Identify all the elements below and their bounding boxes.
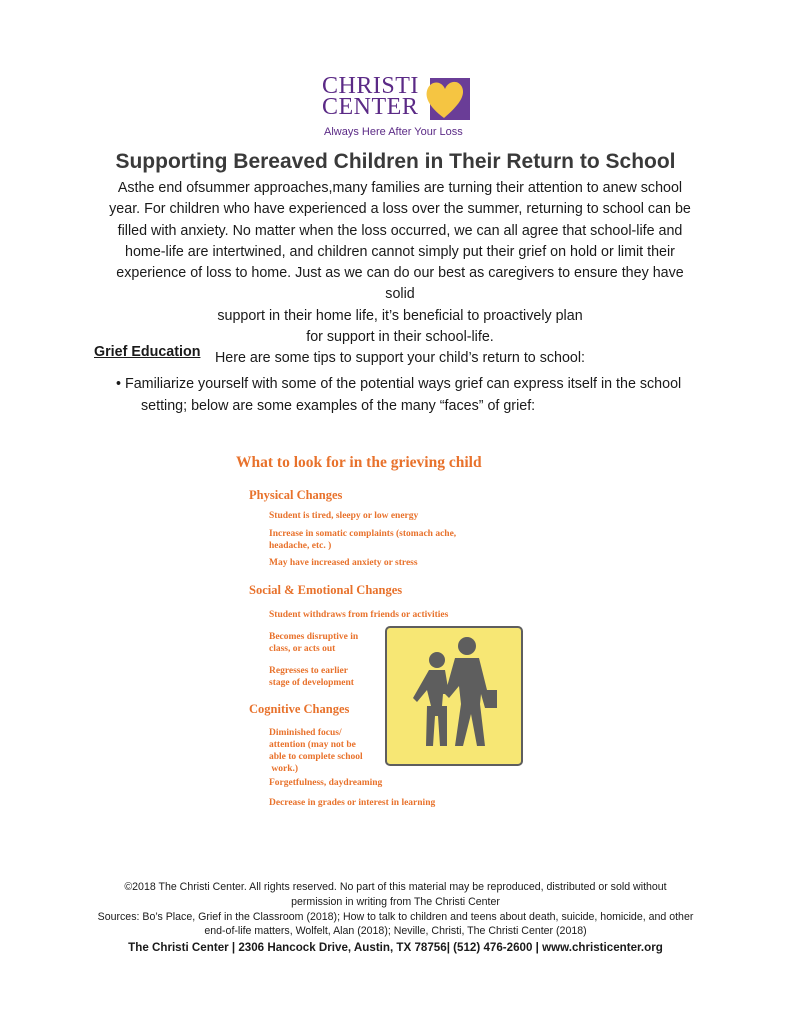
figure-item: Forgetfulness, daydreaming — [269, 778, 383, 788]
school-crossing-children-icon — [387, 628, 521, 764]
intro-line: for support in their school-life. — [306, 329, 494, 346]
page-footer — [0, 880, 791, 956]
figure-item: class, or acts out — [269, 644, 336, 654]
section-heading: Grief Education — [94, 344, 201, 360]
intro-paragraph — [100, 178, 700, 370]
figure-item: Student is tired, sleepy or low energy — [269, 511, 419, 521]
figure-item: Student withdraws from friends or activities — [269, 610, 449, 620]
christi-center-logo — [320, 73, 480, 140]
sources-line: Sources: Bo’s Place, Grief in the Classroom (2018); How to talk to children and teens about death, suicide, homicide, and other — [97, 910, 694, 923]
figure-item: Decrease in grades or interest in learning — [269, 798, 436, 808]
physical-changes-heading: Physical Changes — [249, 488, 343, 502]
intro-line: Asthe end ofsummer approaches,many families are turning their attention to anew school — [117, 180, 683, 196]
intro-line: support in their home life, it’s beneficial to proactively plan — [217, 307, 583, 324]
figure-item: May have increased anxiety or stress — [269, 558, 418, 568]
contact-line: The Christi Center | 2306 Hancock Drive, Austin, TX 78756| (512) 476-2600 | www.christicenter.org — [128, 941, 663, 955]
intro-line: home-life are intertwined, and children cannot simply put their grief on hold or limit their — [125, 243, 675, 260]
intro-line: filled with anxiety. No matter when the loss occurred, we can all agree that school-life and — [117, 222, 683, 239]
bullet-line: • Familiarize yourself with some of the potential ways grief can express itself in the school — [116, 376, 682, 392]
logo-line-2: CENTER — [322, 94, 419, 120]
figure-item: stage of development — [269, 678, 354, 688]
figure-item: Regresses to earlier — [269, 666, 348, 676]
intro-line: experience of loss to home. Just as we can do our best as caregivers to ensure they have solid — [116, 265, 684, 303]
intro-line: year. For children who have experienced a loss over the summer, returning to school can be — [109, 201, 691, 218]
sources-line: end-of-life matters, Wolfelt, Alan (2018); Neville, Christi, The Christi Center (2018) — [204, 925, 587, 938]
school-crossing-sign — [385, 626, 523, 766]
figure-item: headache, etc. ) — [269, 541, 332, 551]
figure-item: Increase in somatic complaints (stomach ache, — [269, 529, 457, 539]
intro-line: Here are some tips to support your child’s return to school: — [214, 350, 586, 367]
figure-title: What to look for in the grieving child — [236, 454, 482, 471]
figure-item: Becomes disruptive in — [269, 632, 359, 642]
figure-item: able to complete school — [269, 752, 363, 762]
social-emotional-heading: Social & Emotional Changes — [249, 583, 403, 597]
copyright-line: permission in writing from The Christi Center — [291, 895, 500, 908]
figure-item: attention (may not be — [269, 740, 356, 750]
heart-logo-icon — [424, 78, 474, 122]
figure-item: work.) — [269, 764, 299, 774]
copyright-line: ©2018 The Christi Center. All rights reserved. No part of this material may be reproduced, distributed or sold without — [124, 881, 667, 893]
figure-item: Diminished focus/ — [269, 728, 342, 738]
cognitive-changes-heading: Cognitive Changes — [249, 702, 350, 716]
logo-tagline: Always Here After Your Loss — [324, 126, 463, 138]
logo-line-1: CHRISTI — [322, 73, 419, 99]
logo-wordmark — [322, 73, 419, 120]
bullet-item — [116, 374, 706, 417]
grief-signs-figure — [224, 446, 534, 816]
bullet-line: setting; below are some examples of the many “faces” of grief: — [141, 397, 536, 414]
page-title: Supporting Bereaved Children in Their Return to School — [115, 150, 676, 173]
